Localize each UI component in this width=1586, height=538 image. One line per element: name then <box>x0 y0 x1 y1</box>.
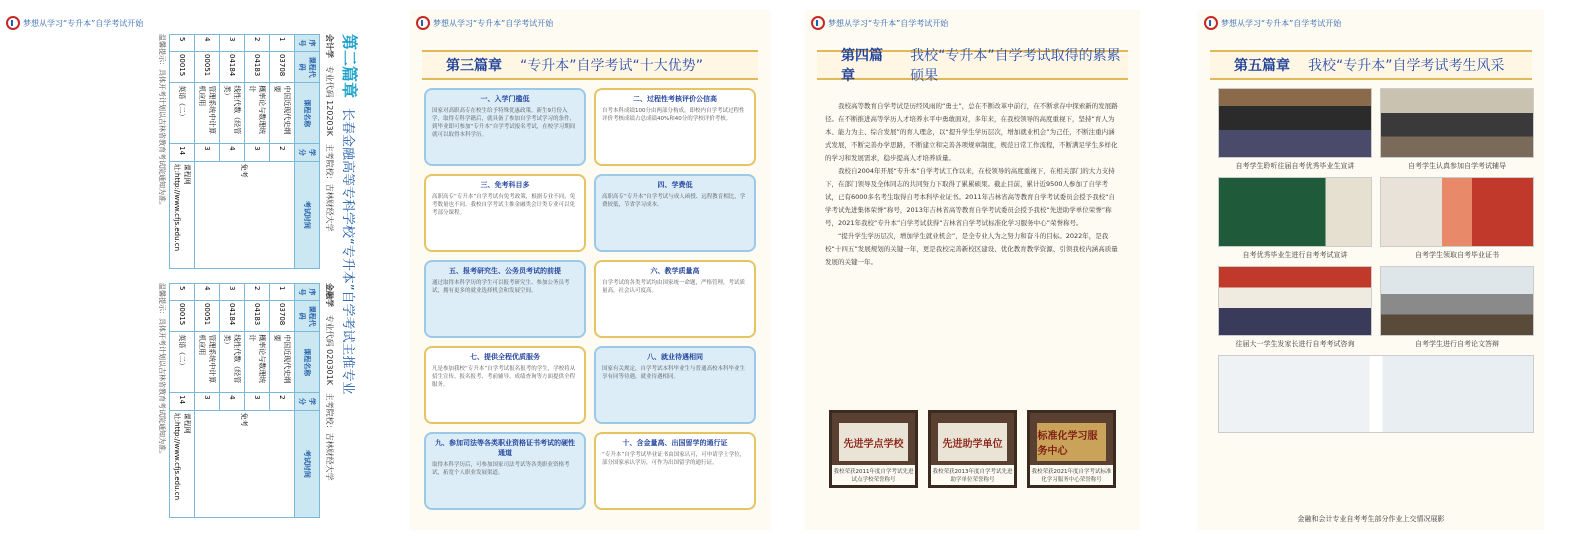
advantage-box: 四、学费低 高职高专“专升本”自学考试与成人函授、远程教育相比，学费较低，节省学习成本。 <box>594 174 756 252</box>
award-plaque-2013: 先进助学单位 我校荣获2013年度自学考试先进助学单位荣誉称号 <box>928 410 1017 488</box>
table-row: 4 00051 管理系统中计算机应用 3 <box>195 35 220 269</box>
chapter-title-bar: 第四篇章 我校“专升本”自学考试取得的累累硕果 <box>817 50 1128 80</box>
advantage-box: 十、含金量高、出国留学的通行证 “专升本”自学考试毕业证书由国家认可，可申请学士学位，部分国家承认学历，可作为出国留学的通行证。 <box>594 432 756 510</box>
classroom-photo <box>1380 88 1534 158</box>
student-photos: 自考学生聆听往届自考优秀毕业生宣讲 自考学生认真参加自学考试辅导 自考优秀毕业生进行自考考试宣讲 自考学生领取自考毕业证书 往届大一学生发家长进行自考考试咨询 自考学生进行自考论文答辩 <box>1218 88 1534 433</box>
page-header: 梦想从学习“专升本”自学考试开始 <box>6 16 143 30</box>
table-row: 1 03708 中国近现代史纲要 2 免考 <box>270 35 295 269</box>
table-row: 2 04183 概率论与数理统计 3 <box>245 35 270 269</box>
page-chapter-five: 梦想从学习“专升本”自学考试开始 第五篇章 我校“专升本”自学考试考生风采 自考学生聆听往届自考优秀毕业生宣讲 自考学生认真参加自学考试辅导 自考优秀毕业生进行自考考试宣讲 自考学生领取自考毕业证书 往届大一学生发家长进行自考考试咨询 自考学生进行自考论文答辩 金融和会计专业自考考生部分作业上交情况展影 <box>1198 10 1544 530</box>
table-row: 5 00015 英语（二） 14 课程网址:http://www.cfjs.edu.cn <box>170 284 195 518</box>
page-header: 梦想从学习“专升本”自学考试开始 <box>416 16 553 30</box>
lecture-hall-photo <box>1218 88 1372 158</box>
course-table-right: 序号 课程代码 课程名称 学分 考试时间 1 03708 中国近现代史纲要 2 免考 2 04183 概率论与数理统计 3 3 04184 线性代数（经管类） 4 4 00051 管理系统中计算机应用 3 5 00015 英语（二） 14 课程网址:http://www.cfjs.edu.cn <box>169 283 320 518</box>
table-row: 3 04184 线性代数（经管类） 4 <box>220 35 245 269</box>
school-logo-icon <box>6 16 20 30</box>
advantage-box: 二、过程性考核评价公信高 自考本科成绩100分由两部分构成，即校内自学考试过程性评价考核成绩占总成绩40%和40分的学校评价考核。 <box>594 88 756 166</box>
table-row: 5 00015 英语（二） 14 课程网址:http://www.cfjs.edu.cn <box>170 35 195 269</box>
left-major-block: 会计学 专业代码 120203K 主考院校：吉林财经大学 序号 课程代码 课程名称 学分 考试时间 1 03708 中国近现代史纲要 2 免考 2 04183 概率论与数理统计 3 3 04184 线性代数（经管类） 4 4 00051 管理系统中计算机应用 3 5 00015 英语（二） 14 课程网址:http://www.cfjs.edu.cn 温馨提示：具体开考计划以吉林省教育考试院通知为准。 <box>155 30 339 273</box>
table-row: 2 04183 概率论与数理统计 3 <box>245 284 270 518</box>
page-header: 梦想从学习“专升本”自学考试开始 <box>811 16 948 30</box>
advantage-box: 九、参加司法等各类职业资格证书考试的硬性通道 取得本科学历后，可参加国家司法考试等各类职业资格考试，拓宽个人职业发展渠道。 <box>424 432 586 510</box>
blackboard-lecture-photo <box>1218 177 1372 247</box>
chapter-title: 第二篇章长春金融高等专科学校“专升本”自学考试主推专业 <box>340 34 359 395</box>
thesis-defense-photo <box>1380 266 1534 336</box>
advantage-box: 三、免考科目多 高职高专“专升本”自学考试有免考政策，根据专业不同，免考数量也不同。我校自学考试主推金融类会计类专业可以免考部分课程。 <box>424 174 586 252</box>
advantage-box: 八、就业待遇相同 国家有关规定，自学考试本科毕业生与普通高校本科毕业生享有同等待遇，就业待遇相同。 <box>594 346 756 424</box>
school-logo-icon <box>416 16 430 30</box>
advantage-box: 一、入学门槛低 国家对高职高专在校生给予特殊优惠政策。新生9月份入学，取得专科学籍后，就具备了参加自学考试学习的条件，到毕业即可参加“专升本”自学考试报名考试，在校学习期间就可以取得本科学历。 <box>424 88 586 166</box>
award-plaque-2021: 标准化学习服务中心 我校荣获2021年度自学考试标准化学习服务中心荣誉称号 <box>1027 410 1116 488</box>
award-plaque-2011: 先进学点学校 我校荣获2011年度自学考试先进试点学校荣誉称号 <box>829 410 918 488</box>
page-chapter-four <box>805 10 1140 530</box>
rotated-content <box>10 30 370 530</box>
advantage-box: 七、提供全程优质服务 凡是参加我校“专升本”自学考试报名报考的学生，学校将从招生宣传、报名报考、考前辅导、成绩查询等方面提供全程服务。 <box>424 346 586 424</box>
advantage-box: 五、报考研究生、公务员考试的前提 通过取得本科学历的学生可以报考研究生、参加公务员考试，拥有更多的就业选择机会和发展空间。 <box>424 260 586 338</box>
achievements-text: 我校高等教育自学考试是历经风雨的“勇士”，总在不断改革中前行，在不断求存中探索新的发展路径。在不断推进高等学历人才培养水平中勇敢面对，多年来，在我校领导的高度重视下，坚持“育人为本、能力为主、综合发展”的育人理念，以“提升学生学历层次，增加就业机会”为己任，不断注重内涵式发展，不断完善办学思路，不断建立和完善各项规章制度，规范日常工作流程，不断满足学生多样化的学习和发展需求，稳步提高人才培养质量。 我校自2004年开展“专升本”自学考试工作以来，在校领导的高度重视下，在相关部门的大力支持下，在部门领导及全体同志的共同努力下取得了累累硕果。截止目前，累计近9500人参加了自学考试，已有6000多名考生取得自考本科毕业证书。2011年吉林省高等教育自学考试委员会授予我校“自学考试先进集体荣誉”称号，2013年吉林省高等教育自学考试委员会授予我校“先进助学单位荣誉”称号，2021年我校“专升本”自学考试获得“吉林省自学考试标准化学习服务中心”荣誉称号。 “提升学生学历层次，增加学生就业机会”，是全专业人为之努力和奋斗的目标。2022年，是我校“十四五”发展规划的关键一年，更是我校完善新校区建设、优化教育教学资源、引领我校内涵高质量发展的关键一年。 <box>825 102 1118 266</box>
advantage-box: 六、教学质量高 自学考试的各类考试均由国家统一命题，严格管理，考试质量高，社会认可度高。 <box>594 260 756 338</box>
course-table-left: 序号 课程代码 课程名称 学分 考试时间 1 03708 中国近现代史纲要 2 免考 2 04183 概率论与数理统计 3 3 04184 线性代数（经管类） 4 4 00051 管理系统中计算机应用 3 5 00015 英语（二） 14 课程网址:http://www.cfjs.edu.cn <box>169 34 320 269</box>
page-header: 梦想从学习“专升本”自学考试开始 <box>1204 16 1341 30</box>
right-major-block: 金融学 专业代码 020301K 主考院校：吉林财经大学 序号 课程代码 课程名称 学分 考试时间 1 03708 中国近现代史纲要 2 免考 2 04183 概率论与数理统计 3 3 04184 线性代数（经管类） 4 4 00051 管理系统中计算机应用 3 5 00015 英语（二） 14 课程网址:http://www.cfjs.edu.cn 温馨提示：具体开考计划以吉林省教育考试院通知为准。 <box>155 279 339 522</box>
school-logo-icon <box>1204 16 1218 30</box>
consultation-photo <box>1218 266 1372 336</box>
award-photos <box>829 410 1116 488</box>
advantages-grid <box>424 88 756 510</box>
table-row: 1 03708 中国近现代史纲要 2 免考 <box>270 284 295 518</box>
chapter-title-bar: 第五篇章 我校“专升本”自学考试考生风采 <box>1210 50 1532 80</box>
table-row: 3 04184 线性代数（经管类） 4 <box>220 284 245 518</box>
chapter-title-bar: 第三篇章 “专升本”自学考试“十大优势” <box>422 50 758 80</box>
page-chapter-two <box>0 10 380 530</box>
school-logo-icon <box>811 16 825 30</box>
page-chapter-three <box>410 10 770 530</box>
homework-stacks-photo <box>1218 355 1534 433</box>
certificate-photo <box>1380 177 1534 247</box>
table-row: 4 00051 管理系统中计算机应用 3 <box>195 284 220 518</box>
